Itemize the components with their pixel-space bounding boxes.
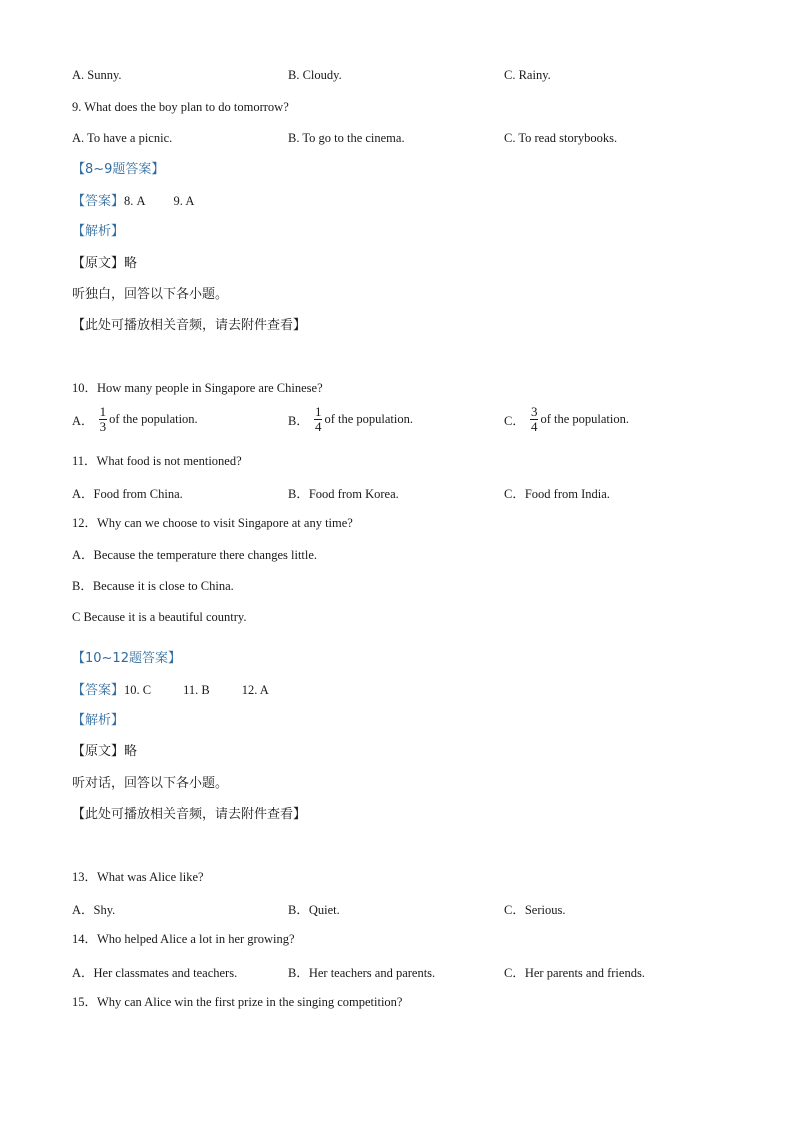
fraction: [314, 405, 323, 434]
instruction: 听独白，回答以下各小题。: [72, 287, 229, 302]
q12-stem: 12．Why can we choose to visit Singapore at any time?: [72, 516, 353, 530]
original-tag: 【原文】: [72, 744, 125, 759]
q12-option-c: C Because it is a beautiful country.: [72, 610, 247, 624]
answer-value: 9. A: [173, 194, 195, 208]
block1-header: 【8~9题答案】: [72, 162, 165, 177]
q14-option-b: B．Her teachers and parents.: [288, 966, 436, 980]
q8-option-a: A. Sunny.: [72, 68, 122, 82]
original-tag: 【原文】: [72, 256, 125, 271]
answer-tag: 【答案】: [72, 194, 125, 209]
fraction: [99, 405, 108, 434]
analysis-tag: 【解析】: [72, 713, 125, 728]
q8-option-c: C. Rainy.: [504, 68, 551, 82]
q10-option-a: [72, 405, 198, 434]
q9-stem: 9. What does the boy plan to do tomorrow?: [72, 100, 289, 114]
denominator: 4: [314, 419, 322, 434]
answer-value: 11. B: [183, 683, 210, 697]
option-text: of the population.: [109, 412, 198, 426]
option-letter: C．: [504, 413, 525, 428]
q11-option-c: C．Food from India.: [504, 487, 610, 501]
q10-stem: 10．How many people in Singapore are Chinese?: [72, 381, 323, 395]
q14-option-c: C．Her parents and friends.: [504, 966, 645, 980]
q14-stem: 14．Who helped Alice a lot in her growing?: [72, 932, 295, 946]
instruction: 听对话，回答以下各小题。: [72, 776, 229, 791]
audio-note: 【此处可播放相关音频，请去附件查看】: [72, 807, 307, 822]
block2-answer-line: [72, 682, 269, 699]
option-text: of the population.: [540, 412, 629, 426]
option-text: of the population.: [324, 412, 413, 426]
q13-option-a: A．Shy.: [72, 903, 116, 917]
answer-value: 8. A: [124, 194, 146, 208]
original-text: 略: [124, 744, 138, 759]
block2-header: 【10~12题答案】: [72, 651, 181, 666]
q8-option-b: B. Cloudy.: [288, 68, 342, 82]
q11-stem: 11．What food is not mentioned?: [72, 454, 242, 468]
q13-option-b: B．Quiet.: [288, 903, 340, 917]
original-text: 略: [124, 256, 138, 271]
numerator: 1: [99, 404, 107, 419]
q14-option-a: A．Her classmates and teachers.: [72, 966, 238, 980]
q13-stem: 13．What was Alice like?: [72, 870, 204, 884]
q15-stem: 15．Why can Alice win the first prize in the singing competition?: [72, 995, 403, 1009]
option-letter: B．: [288, 413, 309, 428]
q9-option-a: A. To have a picnic.: [72, 131, 173, 145]
q10-option-b: [288, 405, 413, 434]
q9-option-b: B. To go to the cinema.: [288, 131, 405, 145]
q9-option-c: C. To read storybooks.: [504, 131, 618, 145]
q10-option-c: [504, 405, 629, 434]
answer-tag: 【答案】: [72, 683, 125, 698]
fraction: [530, 405, 539, 434]
q12-option-b: B．Because it is close to China.: [72, 579, 234, 593]
original-line: [72, 256, 137, 272]
option-letter: A．: [72, 413, 94, 428]
denominator: 4: [530, 419, 538, 434]
answer-value: 12. A: [241, 683, 269, 697]
q13-option-c: C．Serious.: [504, 903, 566, 917]
numerator: 3: [530, 404, 538, 419]
numerator: 1: [314, 404, 322, 419]
block1-answer-line: [72, 193, 194, 210]
q11-option-a: A．Food from China.: [72, 487, 183, 501]
q11-option-b: B．Food from Korea.: [288, 487, 399, 501]
original-line: [72, 744, 137, 760]
denominator: 3: [99, 419, 107, 434]
q12-option-a: A．Because the temperature there changes little.: [72, 548, 318, 562]
analysis-tag: 【解析】: [72, 224, 125, 239]
audio-note: 【此处可播放相关音频，请去附件查看】: [72, 318, 307, 333]
answer-value: 10. C: [124, 683, 152, 697]
